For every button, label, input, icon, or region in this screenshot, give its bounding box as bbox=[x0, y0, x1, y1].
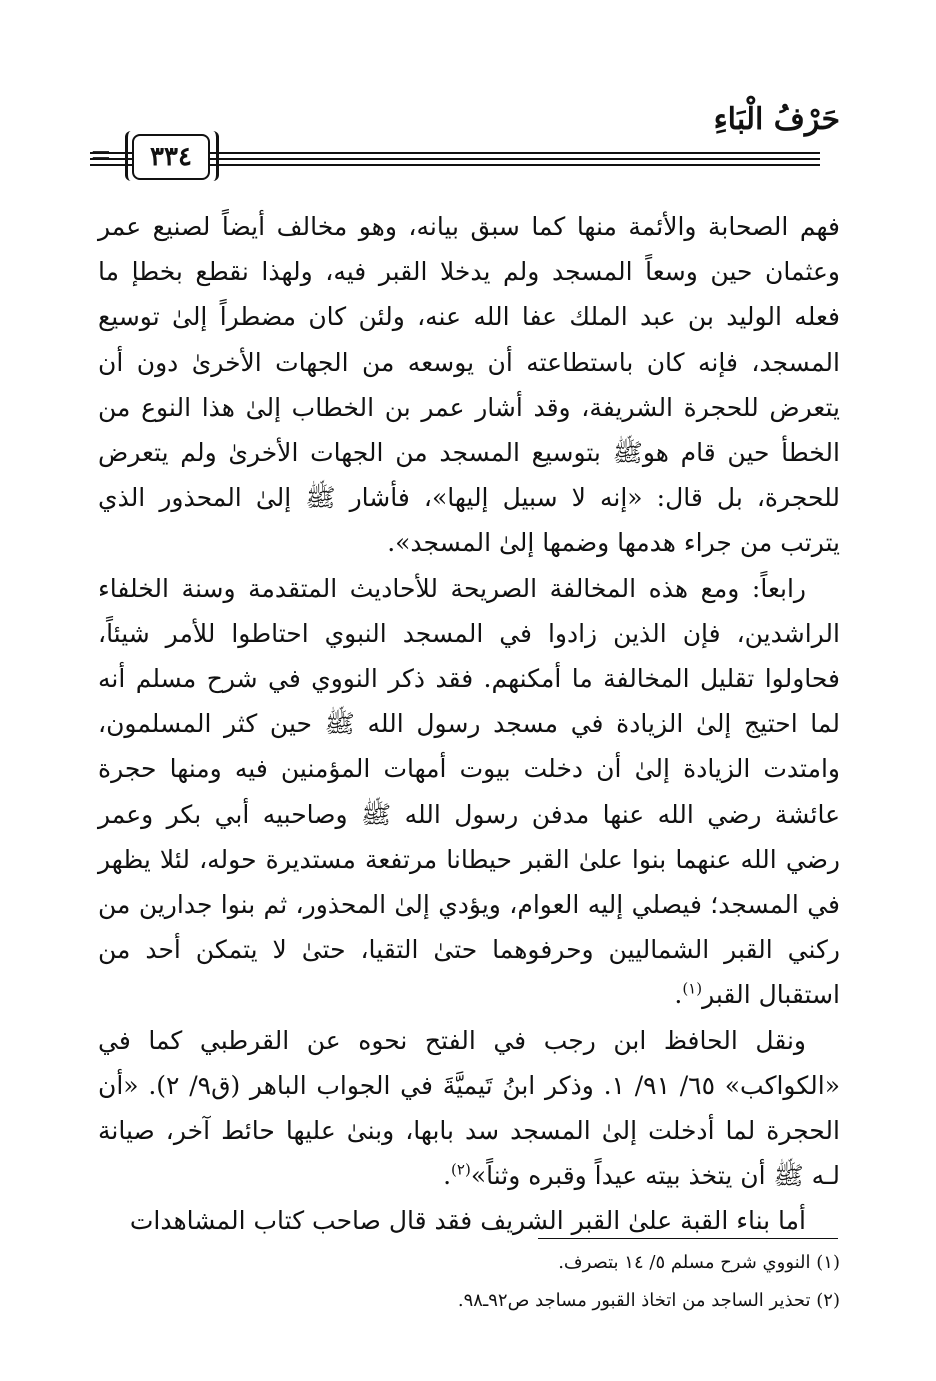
paragraph-text: رابعاً: ومع هذه المخالفة الصريحة للأحاديث المتقدمة وسنة الخلفاء الراشدين، فإن الذين زادوا في المسجد النبوي احتاطوا للأمر شيئاً، فحاولوا تقليل المخالفة ما أمكنهم. فقد ذكر النووي في شرح مسلم أنه لما احتيج إلىٰ الزيادة في مسجد رسول الله ﷺ حين كثر المسلمون، وامتدت الزيادة إلىٰ أن دخلت بيوت أمهات المؤمنين فيه ومنها حجرة عائشة رضي الله عنها مدفن رسول الله ﷺ وصاحبيه أبي بكر وعمر رضي الله عنهما بنوا علىٰ القبر حيطانا مرتفعة مستديرة حوله، لئلا يظهر في المسجد؛ فيصلي إليه العوام، ويؤدي إلىٰ المحذور، ثم بنوا جدارين من ركني القبر الشماليين وحرفوهما حتىٰ التقيا، حتىٰ لا يتمكن أحد من استقبال القبر bbox=[98, 573, 840, 1010]
page-header bbox=[90, 96, 840, 191]
paragraph bbox=[98, 566, 840, 1018]
footnote-item: (١) النووي شرح مسلم ٥/ ١٤ بتصرف. bbox=[558, 1252, 840, 1273]
paragraph: فهم الصحابة والأئمة منها كما سبق بيانه، وهو مخالف أيضاً لصنيع عمر وعثمان حين وسعاً المسجد ولم يدخلا القبر فيه، ولهذا نقطع بخطإ ما فعله الوليد بن عبد الملك عفا الله عنه، ولئن كان مضطراً إلىٰ توسيع المسجد، فإنه كان باستطاعته أن يوسعه من الجهات الأخرىٰ دون أن يتعرض للحجرة الشريفة، وقد أشار عمر بن الخطاب إلىٰ هذا النوع من الخطأ حين قام هوﷺ بتوسيع المسجد من الجهات الأخرىٰ ولم يتعرض للحجرة، بل قال: «إنه لا سبيل إليها»، فأشار ﷺ إلىٰ المحذور الذي يترتب من جراء هدمها وضمها إلىٰ المسجد». bbox=[98, 212, 840, 558]
page-number: ٣٣٤ bbox=[132, 134, 210, 180]
edge-mark: = bbox=[90, 141, 112, 171]
body-text bbox=[98, 204, 840, 1244]
footnote-ref: (٢) bbox=[451, 1160, 471, 1179]
paragraph-end: . bbox=[674, 980, 683, 1010]
paragraph: أما بناء القبة علىٰ القبر الشريف فقد قال صاحب كتاب المشاهدات bbox=[129, 1206, 806, 1236]
paragraph bbox=[98, 1018, 840, 1199]
paragraph-end: . bbox=[443, 1161, 452, 1191]
footnote-item: (٢) تحذير الساجد من اتخاذ القبور مساجد ص٩٢ـ٩٨. bbox=[457, 1290, 840, 1311]
footnote-ref: (١) bbox=[682, 980, 703, 999]
footnotes bbox=[98, 1244, 840, 1320]
section-title: حَرْفُ الْبَاءِ bbox=[713, 102, 840, 137]
footnote-rule bbox=[538, 1238, 838, 1239]
paragraph-text: ونقل الحافظ ابن رجب في الفتح نحوه عن القرطبي كما في «الكواكب» ٦٥/ ٩١/ ١. وذكر ابنُ تَيميَّةَ في الجواب الباهر (ق٩/ ٢). «أن الحجرة لما أدخلت إلىٰ المسجد سد بابها، وبنىٰ عليها حائط آخر، صيانة لـه ﷺ أن يتخذ بيته عيداً وقبره وثناً» bbox=[98, 1025, 841, 1191]
